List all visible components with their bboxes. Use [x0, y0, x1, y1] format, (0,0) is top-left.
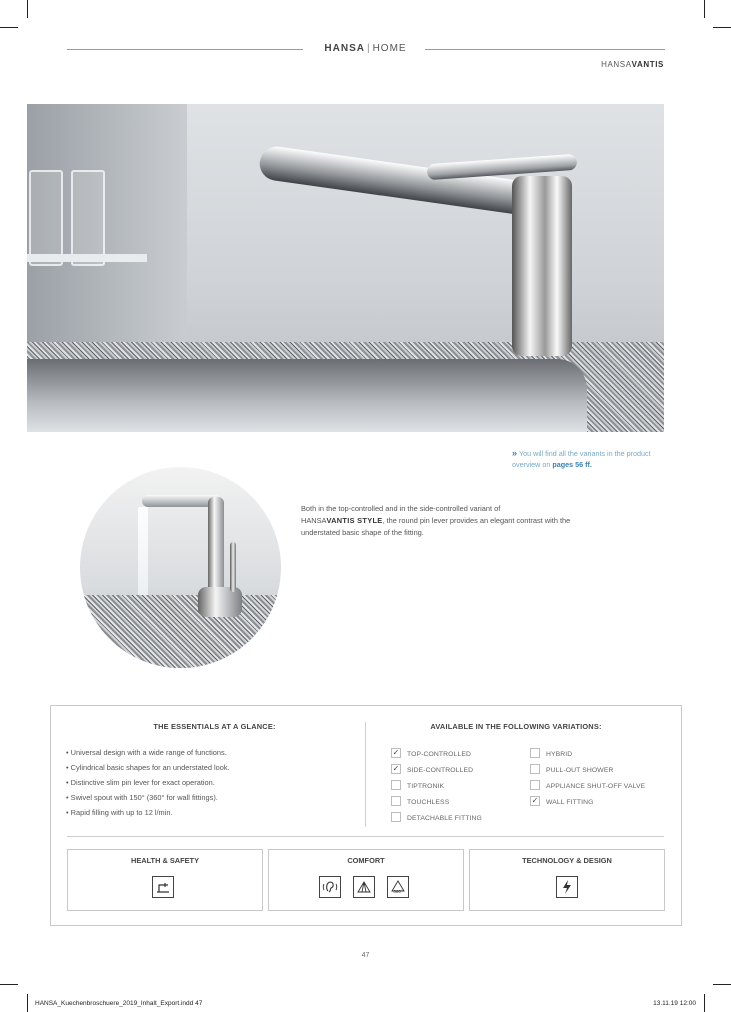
photo-faucet-body	[512, 176, 572, 356]
empty-checkbox-icon	[391, 812, 401, 822]
date-slug: 13.11.19 12:00	[653, 1000, 696, 1007]
swivel-360-label: 360°	[393, 889, 403, 894]
lightning-bolt-icon	[556, 876, 578, 898]
health-safety-box	[67, 849, 263, 911]
body-brand-name: VANTIS STYLE	[326, 516, 383, 525]
body-brand-prefix: HANSA	[301, 516, 327, 525]
note-text: You will find all the variants in the product overview on	[512, 449, 651, 469]
product-tag	[601, 60, 664, 69]
file-slug: HANSA_Kuechenbroschuere_2019_Inhalt_Export.indd 47	[35, 1000, 203, 1007]
essentials-title: THE ESSENTIALS AT A GLANCE:	[153, 722, 276, 731]
variation-label: PULL-OUT SHOWER	[546, 766, 614, 774]
variation-hybrid	[530, 749, 572, 759]
check-icon: ✓	[392, 764, 400, 773]
note-arrow-icon: »	[512, 448, 518, 458]
variation-label: APPLIANCE SHUT-OFF VALVE	[546, 782, 646, 790]
variation-label: DETACHABLE FITTING	[407, 814, 482, 822]
comfort-box	[268, 849, 464, 911]
variation-pull-out-shower	[530, 765, 613, 775]
crop-mark	[27, 994, 28, 1012]
crop-mark	[704, 994, 705, 1012]
variation-label: TOUCHLESS	[407, 798, 450, 806]
note-page-link[interactable]: pages 56 ff.	[552, 460, 592, 469]
empty-checkbox-icon	[530, 748, 540, 758]
crop-mark	[0, 27, 18, 28]
product-name: VANTIS	[631, 60, 664, 69]
technology-design-title: TECHNOLOGY & DESIGN	[522, 856, 612, 865]
body-text-after: , the round pin lever provides an elegant contrast with the understated basic shape of the fitting.	[301, 516, 571, 537]
variation-side-controlled	[391, 765, 473, 775]
technology-design-box	[469, 849, 665, 911]
variations-title: AVAILABLE IN THE FOLLOWING VARIATIONS:	[430, 722, 602, 731]
photo-sink	[27, 359, 587, 432]
photo-granite-counter	[80, 595, 281, 668]
essentials-item: • Universal design with a wide range of functions.	[66, 748, 227, 757]
essentials-item: • Distinctive slim pin lever for exact operation.	[66, 778, 215, 787]
variation-label: TIPTRONIK	[407, 782, 445, 790]
photo-shelf	[27, 254, 147, 262]
check-icon: ✓	[531, 796, 539, 805]
crop-mark	[713, 27, 731, 28]
empty-checkbox-icon	[530, 780, 540, 790]
anti-scald-faucet-icon	[152, 876, 174, 898]
body-text-before: Both in the top-controlled and in the side-controlled variant of	[301, 504, 501, 513]
photo-glass	[71, 170, 105, 266]
crop-mark	[27, 0, 28, 18]
section-divider	[67, 836, 664, 837]
variation-label: WALL FITTING	[546, 798, 594, 806]
check-icon: ✓	[392, 748, 400, 757]
photo-glass	[29, 170, 63, 266]
product-prefix: HANSA	[601, 60, 632, 69]
page-number: 47	[361, 952, 370, 959]
variation-detachable-fitting	[391, 813, 482, 823]
essentials-item: • Swivel spout with 150° (360° for wall fittings).	[66, 793, 218, 802]
variation-wall-fitting	[530, 797, 594, 807]
health-safety-title: HEALTH & SAFETY	[130, 856, 200, 865]
photo-faucet-base	[198, 587, 242, 617]
crop-mark	[713, 984, 731, 985]
crop-mark	[704, 0, 705, 18]
noise-reduction-ear-icon	[319, 876, 341, 898]
essentials-item: • Cylindrical basic shapes for an understated look.	[66, 763, 230, 772]
variation-label: SIDE-CONTROLLED	[407, 766, 474, 774]
brand-left: HANSA	[324, 43, 365, 54]
brand-header	[0, 43, 731, 54]
circle-faucet-photo	[80, 467, 281, 668]
crop-mark	[0, 984, 18, 985]
hero-faucet-photo	[27, 104, 664, 432]
variation-appliance-shut-off-valve	[530, 781, 645, 791]
variants-note	[512, 448, 674, 470]
swivel-360-icon	[387, 876, 409, 898]
empty-checkbox-icon	[530, 764, 540, 774]
variation-label: HYBRID	[546, 750, 573, 758]
empty-checkbox-icon	[391, 780, 401, 790]
empty-checkbox-icon	[391, 796, 401, 806]
body-paragraph	[301, 503, 571, 539]
variation-top-controlled	[391, 749, 471, 759]
essentials-list	[66, 745, 230, 820]
comfort-title: COMFORT	[347, 856, 385, 865]
column-divider	[365, 722, 366, 827]
variation-touchless	[391, 797, 449, 807]
brand-separator: |	[366, 43, 371, 54]
brand-right: HOME	[372, 43, 407, 54]
variation-tiptronik	[391, 781, 444, 791]
essentials-item: • Rapid filling with up to 12 l/min.	[66, 808, 173, 817]
photo-pin-lever	[230, 542, 236, 592]
spray-pattern-icon	[353, 876, 375, 898]
variation-label: TOP-CONTROLLED	[407, 750, 471, 758]
